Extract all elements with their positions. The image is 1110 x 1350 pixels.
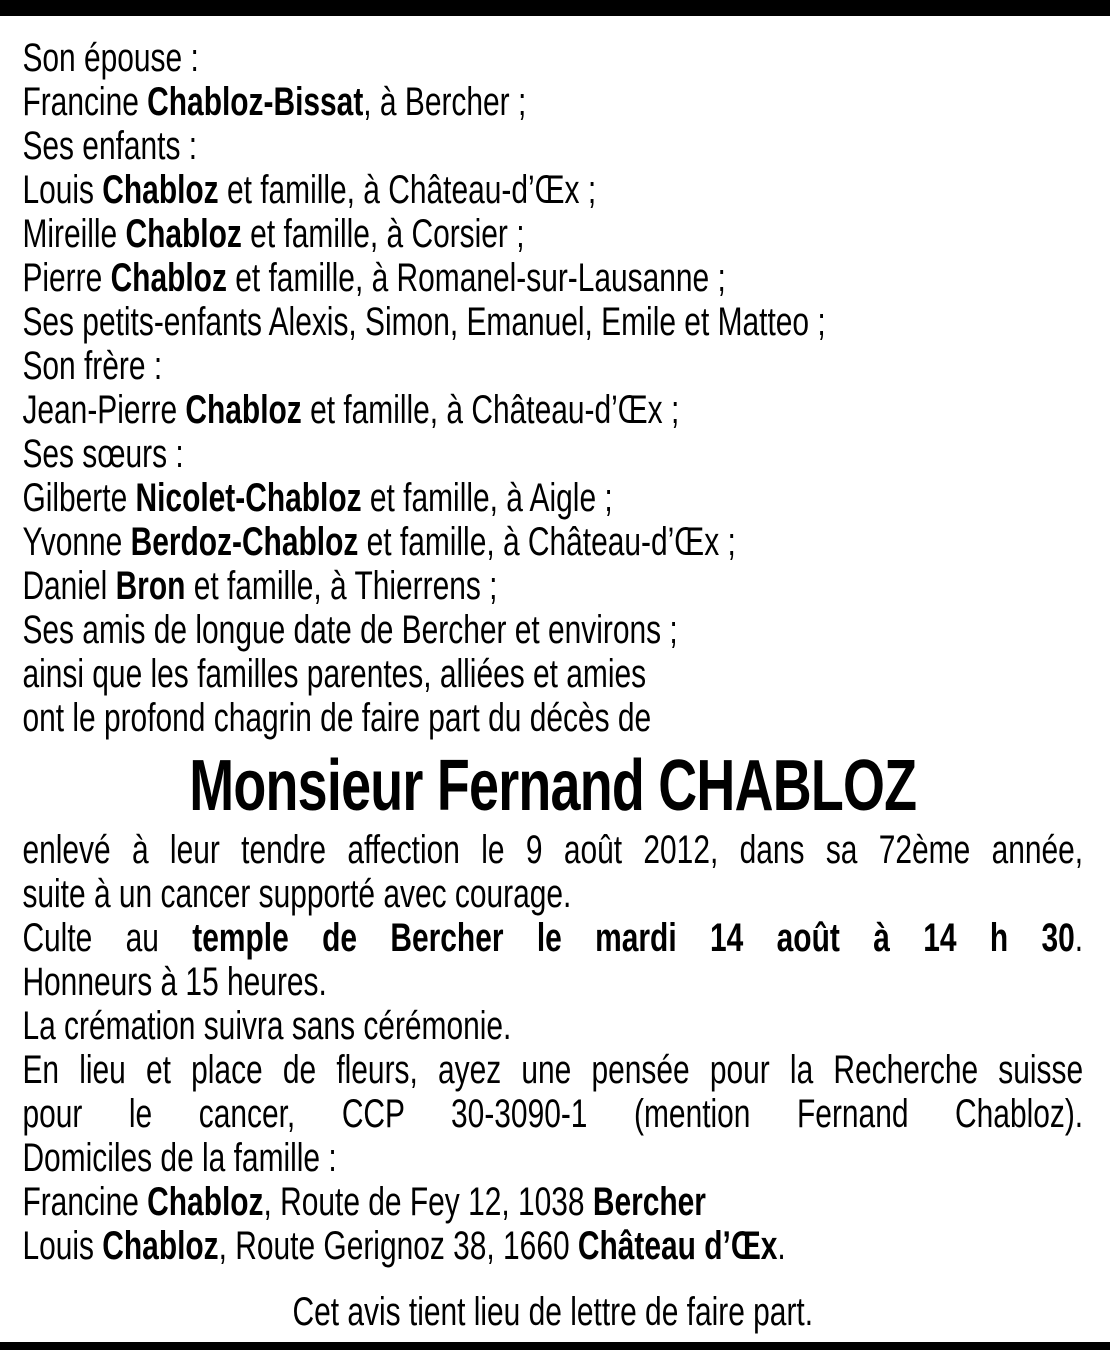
text-line	[22, 696, 1083, 740]
text-segment: Ses enfants :	[22, 124, 198, 168]
text-segment: et famille, à Aigle ;	[361, 476, 613, 520]
deceased-name-title: Monsieur Fernand CHABLOZ	[189, 746, 917, 826]
text-line	[22, 872, 1083, 916]
text-line	[22, 432, 1083, 476]
emphasized-text-segment: Chabloz	[102, 1224, 219, 1268]
text-line	[22, 124, 1083, 168]
text-segment: suite à un cancer supporté avec courage.	[22, 872, 572, 916]
text-segment: Ses petits-enfants Alexis, Simon, Emanuel, Emile et Matteo ;	[22, 300, 826, 344]
text-line	[22, 300, 1083, 344]
text-segment: Francine	[22, 80, 148, 124]
text-segment: Ses amis de longue date de Bercher et environs ;	[22, 608, 678, 652]
text-segment: ont le profond chagrin de faire part du décès de	[22, 696, 652, 740]
text-line	[22, 916, 1083, 960]
text-line	[22, 344, 1083, 388]
text-segment: Son épouse :	[22, 36, 199, 80]
text-segment: En lieu et place de fleurs, ayez une pensée pour la Recherche suisse	[22, 1048, 1084, 1092]
text-segment: et famille, à Château-d’Œx ;	[218, 168, 597, 212]
emphasized-text-segment: Berdoz-Chabloz	[130, 520, 359, 564]
text-line	[22, 520, 1083, 564]
text-segment: et famille, à Château-d’Œx ;	[358, 520, 736, 564]
text-segment: Culte au	[22, 916, 193, 960]
text-segment: Jean-Pierre	[22, 388, 186, 432]
text-segment: Yvonne	[22, 520, 131, 564]
text-line	[22, 828, 1083, 872]
text-segment: pour le cancer, CCP 30-3090-1 (mention Fernand Chabloz).	[22, 1092, 1084, 1136]
text-segment: Ses sœurs :	[22, 432, 184, 476]
text-segment: La crémation suivra sans cérémonie.	[22, 1004, 512, 1048]
text-segment: Son frère :	[22, 344, 163, 388]
top-border-rule	[0, 0, 1110, 16]
text-segment: Gilberte	[22, 476, 136, 520]
text-segment: , Route Gerignoz 38, 1660	[218, 1224, 578, 1268]
text-line	[22, 1092, 1083, 1136]
text-line	[22, 564, 1083, 608]
text-line	[22, 652, 1083, 696]
text-segment: , à Bercher ;	[363, 80, 527, 124]
text-segment: Domiciles de la famille :	[22, 1136, 337, 1180]
text-line	[22, 388, 1083, 432]
emphasized-text-segment: Chabloz	[147, 1180, 264, 1224]
funeral-details	[22, 828, 1083, 1268]
emphasized-text-segment: Bron	[115, 564, 186, 608]
closing-line: Cet avis tient lieu de lettre de faire part.	[292, 1290, 814, 1334]
text-segment: enlevé à leur tendre affection le 9 août 2012, dans sa 72ème année,	[22, 828, 1084, 872]
emphasized-text-segment: Bercher	[592, 1180, 706, 1224]
text-segment: Mireille	[22, 212, 126, 256]
text-line	[22, 960, 1083, 1004]
text-line	[22, 256, 1083, 300]
emphasized-text-segment: Nicolet-Chabloz	[135, 476, 362, 520]
bottom-border-rule	[0, 1342, 1110, 1350]
emphasized-text-segment: Chabloz	[110, 256, 227, 300]
text-segment: Daniel	[22, 564, 116, 608]
text-line	[22, 168, 1083, 212]
death-notice	[0, 16, 1110, 1334]
text-segment: Honneurs à 15 heures.	[22, 960, 327, 1004]
text-line	[22, 1048, 1083, 1092]
text-segment: Francine	[22, 1180, 148, 1224]
emphasized-text-segment: Chabloz	[185, 388, 302, 432]
text-line	[22, 1224, 1083, 1268]
text-line	[22, 1180, 1083, 1224]
text-segment: et famille, à Thierrens ;	[185, 564, 498, 608]
text-segment: .	[1074, 916, 1084, 960]
text-line	[22, 36, 1083, 80]
emphasized-text-segment: Chabloz-Bissat	[147, 80, 364, 124]
text-segment: Louis	[22, 168, 103, 212]
text-segment: ainsi que les familles parentes, alliées et amies	[22, 652, 647, 696]
text-segment: Louis	[22, 1224, 103, 1268]
text-line	[22, 608, 1083, 652]
text-segment: et famille, à Romanel-sur-Lausanne ;	[226, 256, 726, 300]
text-line	[22, 1004, 1083, 1048]
emphasized-text-segment: Chabloz	[102, 168, 219, 212]
text-segment: .	[777, 1224, 786, 1268]
emphasized-text-segment: Château d’Œx	[577, 1224, 778, 1268]
text-segment: , Route de Fey 12, 1038	[263, 1180, 593, 1224]
emphasized-text-segment: temple de Bercher le mardi 14 août à 14 h 30	[192, 916, 1075, 960]
emphasized-text-segment: Chabloz	[125, 212, 242, 256]
text-line	[22, 212, 1083, 256]
relatives-list	[22, 36, 1083, 740]
text-segment: Pierre	[22, 256, 111, 300]
text-line	[22, 80, 1083, 124]
text-segment: et famille, à Château-d’Œx ;	[301, 388, 680, 432]
text-segment: et famille, à Corsier ;	[241, 212, 525, 256]
text-line	[22, 476, 1083, 520]
text-line	[22, 1136, 1083, 1180]
